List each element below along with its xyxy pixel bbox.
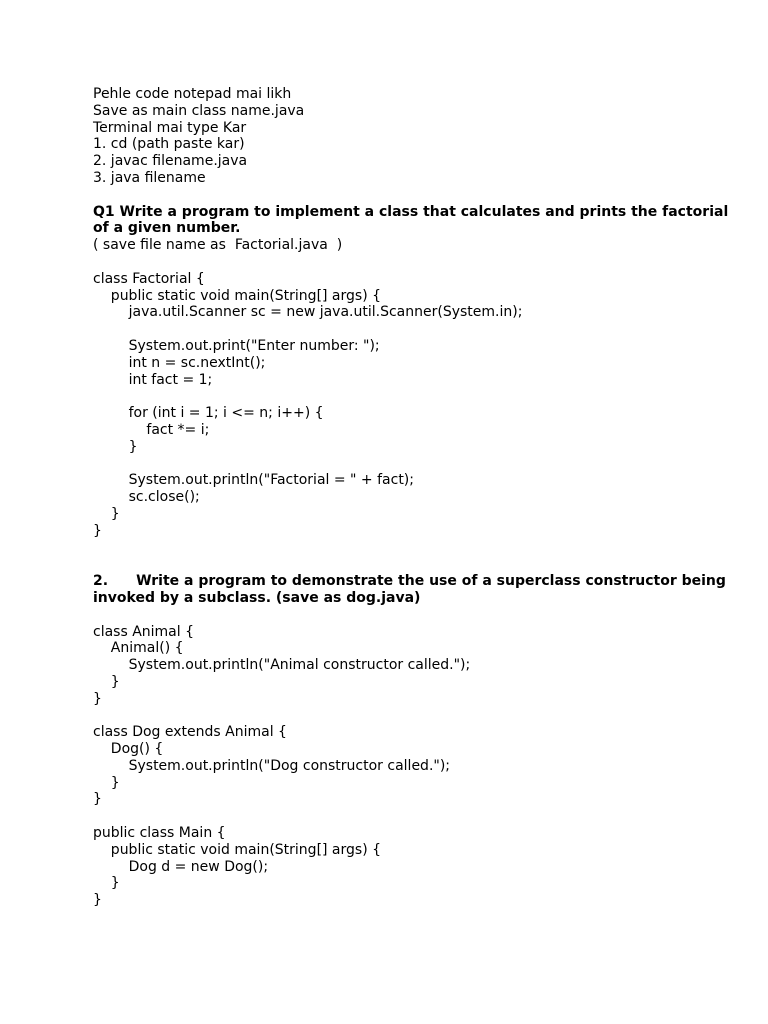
code-line: for (int i = 1; i <= n; i++) { (93, 405, 324, 422)
code-line: class Dog extends Animal { (93, 724, 287, 741)
instruction-line: 2. javac filename.java (93, 153, 248, 170)
question-2-text: Write a program to demonstrate the use of a superclass constructor being invoked by a subclass. (save as dog.java) (93, 573, 726, 606)
code-line: } (93, 438, 138, 455)
document-page (93, 86, 733, 909)
code-line: System.out.println("Animal constructor called."); (93, 657, 471, 674)
code-line: System.out.println("Factorial = " + fact); (93, 472, 414, 489)
code-line: Dog() { (93, 741, 164, 758)
spacer (93, 607, 733, 624)
code-line: } (93, 774, 120, 791)
spacer (93, 540, 733, 557)
code-line: } (93, 791, 102, 808)
code-line (93, 321, 733, 338)
code-line (93, 707, 733, 724)
code-line: fact *= i; (93, 421, 210, 438)
instruction-line: 1. cd (path paste kar) (93, 136, 245, 153)
code-line (93, 388, 733, 405)
code-line: } (93, 892, 102, 909)
code-line: public static void main(String[] args) { (93, 287, 382, 304)
question-1-code-block (93, 271, 733, 540)
spacer (93, 254, 733, 271)
spacer (93, 556, 733, 573)
spacer (93, 187, 733, 204)
question-1-heading: Q1 Write a program to implement a class that calculates and prints the factorial of a given number. (93, 203, 729, 237)
question-2-heading (93, 573, 733, 607)
code-line: Dog d = new Dog(); (93, 858, 269, 875)
code-line (93, 808, 733, 825)
code-line: java.util.Scanner sc = new java.util.Scanner(System.in); (93, 304, 523, 321)
code-line: int n = sc.nextInt(); (93, 354, 266, 371)
code-line: int fact = 1; (93, 371, 213, 388)
instruction-line: Pehle code notepad mai likh (93, 86, 292, 102)
question-1-note: ( save file name as Factorial.java ) (93, 237, 343, 254)
instruction-line: Save as main class name.java (93, 102, 305, 119)
instructions-block (93, 86, 733, 187)
code-line: sc.close(); (93, 489, 200, 506)
code-line: } (93, 690, 102, 707)
code-line: public class Main { (93, 825, 226, 842)
code-line: System.out.println("Dog constructor called."); (93, 757, 451, 774)
code-line: class Animal { (93, 623, 195, 640)
code-line: } (93, 875, 120, 892)
code-line: } (93, 673, 120, 690)
code-line: } (93, 522, 102, 539)
code-line (93, 456, 733, 473)
code-line: Animal() { (93, 640, 184, 657)
code-line: System.out.print("Enter number: "); (93, 337, 380, 354)
code-line: } (93, 505, 120, 522)
code-line: class Factorial { (93, 270, 205, 287)
instruction-line: 3. java filename (93, 169, 206, 186)
code-line: public static void main(String[] args) { (93, 841, 382, 858)
instruction-line: Terminal mai type Kar (93, 119, 247, 136)
question-2-number: 2. (93, 573, 109, 590)
question-2-code-block (93, 624, 733, 910)
